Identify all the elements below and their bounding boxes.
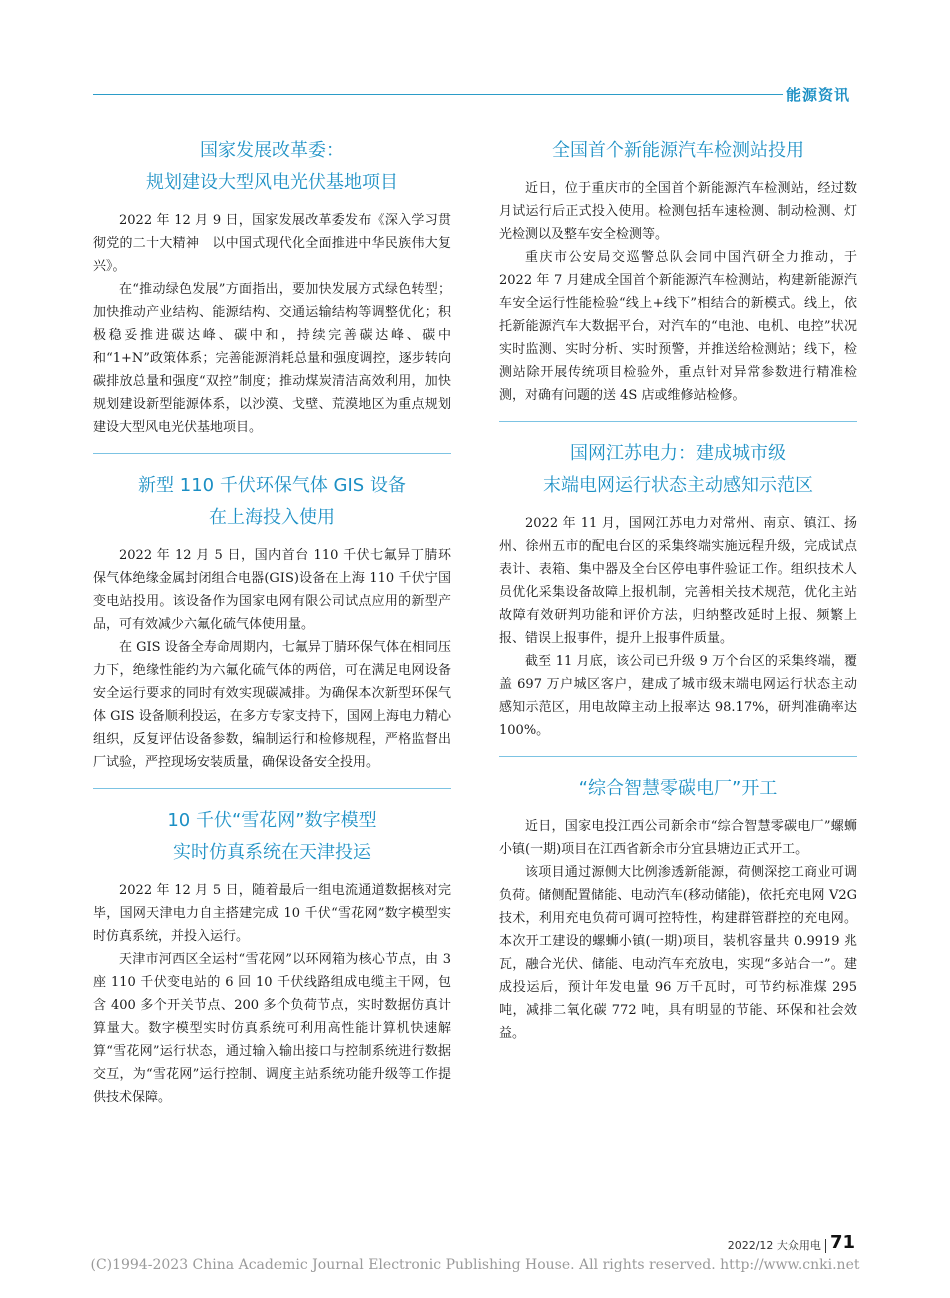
paragraph: 近日，国家电投江西公司新余市“综合智慧零碳电厂”螺蛳小镇(一期)项目在江西省新余市分宜县塘边正式开工。: [499, 819, 857, 857]
article: [499, 135, 857, 407]
article-divider: [93, 788, 451, 789]
journal-issue: 2022/12 大众用电: [727, 1239, 821, 1252]
copyright-notice: (C)1994-2023 China Academic Journal Electronic Publishing House. All rights reserved. http://www.cnki.net: [90, 1257, 860, 1273]
article: [93, 135, 451, 439]
title-line: 10 千伏“雪花网”数字模型: [167, 810, 377, 831]
paragraph: 截至 11 月底，该公司已升级 9 万个台区的采集终端，覆盖 697 万户城区客户，建成了城市级末端电网运行状态主动感知示范区，用电故障主动上报率达 98.17%，研判准确率达 100%。: [499, 654, 857, 738]
title-line: “综合智慧零碳电厂”开工: [578, 778, 778, 799]
paragraph: 重庆市公安局交巡警总队会同中国汽研全力推动，于 2022 年 7 月建成全国首个新能源汽车检测站，构建新能源汽车安全运行性能检验“线上+线下”相结合的新模式。线上，依托新能源汽车大数据平台，对汽车的“电池、电机、电控”状况实时监测、实时分析、实时预警，并推送给检测站；线下，检测站除开展传统项目检验外，重点针对异常参数进行精准检测，对确有问题的送 4S 店或维修站检修。: [499, 250, 857, 403]
title-line: 末端电网运行状态主动感知示范区: [543, 475, 813, 496]
paragraph: 天津市河西区全运村“雪花网”以环网箱为核心节点，由 3 座 110 千伏变电站的 6 回 10 千伏线路组成电缆主干网，包含 400 多个开关节点、200 多个负荷节点，实时数据仿真计算量大。数字模型实时仿真系统可利用高性能计算机快速解算“雪花网”运行状态，通过输入输出接口与控制系统进行数据交互，为“雪花网”运行控制、调度主站系统功能升级等工作提供技术保障。: [93, 952, 451, 1105]
article-divider: [499, 756, 857, 757]
title-line: 规划建设大型风电光伏基地项目: [146, 172, 398, 193]
title-line: 国家发展改革委：: [200, 140, 344, 161]
footer-separator: [825, 1239, 826, 1253]
paragraph: 2022 年 11 月，国网江苏电力对常州、南京、镇江、扬州、徐州五市的配电台区的采集终端实施远程升级，完成试点表计、表箱、集中器及全台区停电事件验证工作。组织技术人员优化采集设备故障上报机制，完善相关技术规范，优化主站故障有效研判功能和评价方法，归纳整改延时上报、频繁上报、错误上报事件，提升上报事件质量。: [499, 516, 857, 646]
title-line: 在上海投入使用: [209, 507, 335, 528]
page-number: 71: [829, 1232, 855, 1253]
title-line: 全国首个新能源汽车检测站投用: [552, 140, 804, 161]
article-title: [499, 438, 857, 502]
article: [499, 438, 857, 742]
right-column: [499, 135, 857, 1045]
article-title: [499, 135, 857, 167]
header-rule: [93, 94, 783, 95]
article: [93, 470, 451, 774]
article-title: [93, 470, 451, 534]
title-line: 国网江苏电力：建成城市级: [570, 443, 786, 464]
paragraph: 2022 年 12 月 5 日，随着最后一组电流通道数据核对完毕，国网天津电力自主搭建完成 10 千伏“雪花网”数字模型实时仿真系统，并投入运行。: [93, 883, 451, 944]
page-footer: [728, 1232, 855, 1253]
article-title: [499, 773, 857, 805]
paragraph: 2022 年 12 月 5 日，国内首台 110 千伏七氟异丁腈环保气体绝缘金属封闭组合电器(GIS)设备在上海 110 千伏宁国变电站投用。该设备作为国家电网有限公司试点应用的新型产品，可有效减少六氟化硫气体使用量。: [93, 548, 451, 632]
paragraph: 该项目通过源侧大比例渗透新能源，荷侧深挖工商业可调负荷。储侧配置储能、电动汽车(移动储能)，依托充电网 V2G 技术，利用充电负荷可调可控特性，构建群管群控的充电网。本次开工建设的螺蛳小镇(一期)项目，装机容量共 0.9919 兆瓦，融合光伏、储能、电动汽车充放电，实现“多站合一”。建成投运后，预计年发电量 96 万千瓦时，可节约标准煤 295 吨，减排二氧化碳 772 吨，具有明显的节能、环保和社会效益。: [499, 865, 857, 1041]
section-label: 能源资讯: [786, 86, 851, 104]
article: [499, 773, 857, 1045]
title-line: 实时仿真系统在天津投运: [173, 842, 371, 863]
article-title: [93, 135, 451, 199]
paragraph: 近日，位于重庆市的全国首个新能源汽车检测站，经过数月试运行后正式投入使用。检测包括车速检测、制动检测、灯光检测以及整车安全检测等。: [499, 181, 857, 242]
left-column: [93, 135, 451, 1109]
title-line: 新型 110 千伏环保气体 GIS 设备: [138, 475, 406, 496]
paragraph: 在 GIS 设备全寿命周期内，七氟异丁腈环保气体在相同压力下，绝缘性能约为六氟化硫气体的两倍，可在满足电网设备安全运行要求的同时有效实现碳减排。为确保本次新型环保气体 GIS 设备顺利投运，在多方专家支持下，国网上海电力精心组织，反复评估设备参数，编制运行和检修规程，严格监督出厂试验，严控现场安装质量，确保设备安全投用。: [93, 640, 451, 770]
article: [93, 805, 451, 1109]
paragraph: 在“推动绿色发展”方面指出，要加快发展方式绿色转型；加快推动产业结构、能源结构、交通运输结构等调整优化；积极稳妥推进碳达峰、碳中和，持续完善碳达峰、碳中和“1+N”政策体系；完善能源消耗总量和强度调控，逐步转向碳排放总量和强度“双控”制度；推动煤炭清洁高效利用，加快规划建设新型能源体系，以沙漠、戈壁、荒漠地区为重点规划建设大型风电光伏基地项目。: [93, 282, 451, 435]
article-divider: [93, 453, 451, 454]
article-title: [93, 805, 451, 869]
article-divider: [499, 421, 857, 422]
paragraph: 2022 年 12 月 9 日，国家发展改革委发布《深入学习贯彻党的二十大精神 以中国式现代化全面推进中华民族伟大复兴》。: [93, 213, 451, 274]
